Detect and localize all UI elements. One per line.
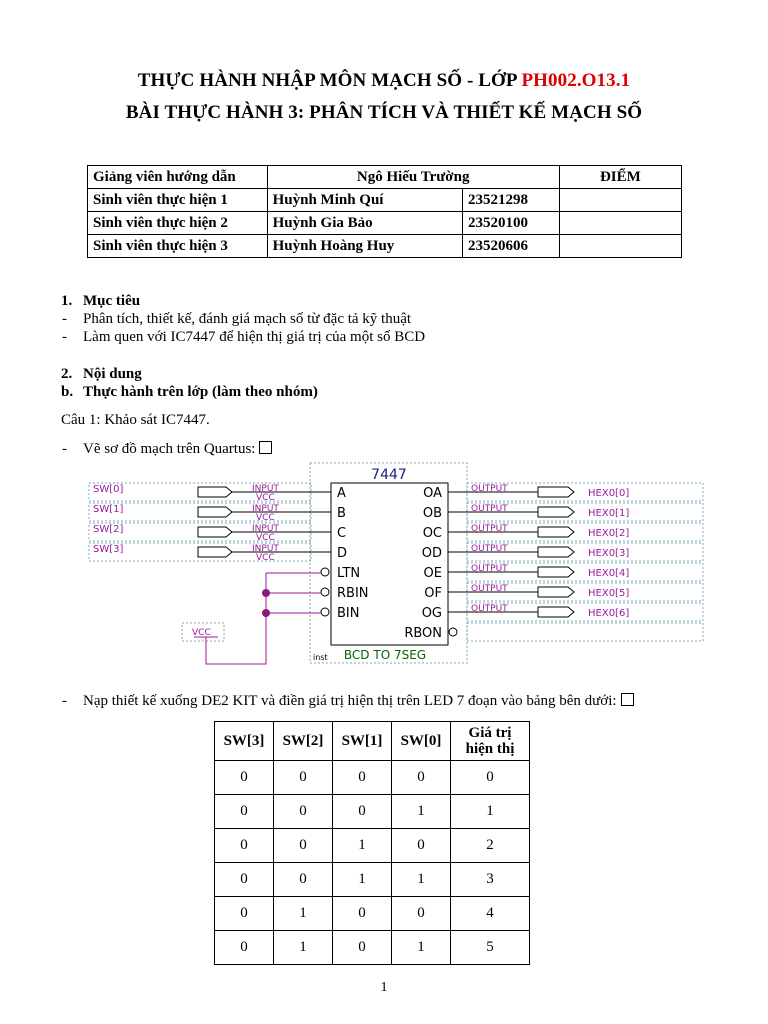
input-default-label: VCC <box>256 533 275 543</box>
section1-bullet: Làm quen với IC7447 để hiện thị giá trị của một số BCD <box>83 329 426 345</box>
output-port-shape[interactable] <box>538 587 574 597</box>
output-port-shape[interactable] <box>538 607 574 617</box>
chip-pin-label: LTN <box>337 566 361 581</box>
output-signal-name: HEX0[1] <box>588 508 630 519</box>
info-row-student <box>88 189 682 212</box>
table-cell: 0 <box>392 897 451 931</box>
vcc-symbol-label: VCC <box>192 628 211 638</box>
header-sw1: SW[1] <box>333 722 392 761</box>
input-signal-name: SW[3] <box>93 544 124 555</box>
table-cell: 1 <box>392 795 451 829</box>
document-subtitle: BÀI THỰC HÀNH 3: PHÂN TÍCH VÀ THIẾT KẾ MẠCH SỐ <box>125 102 643 123</box>
input-signal-name: SW[1] <box>93 504 124 515</box>
checkbox-icon[interactable] <box>259 441 272 454</box>
table-row <box>215 897 530 931</box>
input-port-shape[interactable] <box>198 527 232 537</box>
input-signal-name: SW[2] <box>93 524 124 535</box>
table-cell: 1 <box>392 863 451 897</box>
table-cell: 1 <box>274 897 333 931</box>
task-2 <box>83 693 634 710</box>
table-cell: 1 <box>392 931 451 965</box>
vcc-wire <box>206 573 266 664</box>
output-port-shape[interactable] <box>538 567 574 577</box>
student-label: Sinh viên thực hiện 1 <box>88 189 268 212</box>
table-row <box>215 795 530 829</box>
section2-heading: Nội dung <box>83 366 142 382</box>
header-sw0: SW[0] <box>392 722 451 761</box>
chip-name: 7447 <box>371 467 407 483</box>
input-port-shape[interactable] <box>198 547 232 557</box>
table-cell: 4 <box>451 897 530 931</box>
table-cell: 2 <box>451 829 530 863</box>
output-signal-name: HEX0[6] <box>588 608 630 619</box>
chip-pin-label: C <box>337 526 347 541</box>
score-label: ĐIỂM <box>559 166 681 189</box>
student-label: Sinh viên thực hiện 2 <box>88 212 268 235</box>
chip-pin-label: B <box>337 506 346 521</box>
output-signal-name: HEX0[0] <box>588 488 630 499</box>
table-cell: 1 <box>274 931 333 965</box>
score-cell <box>559 212 681 235</box>
section2b-heading: Thực hành trên lớp (làm theo nhóm) <box>83 384 318 400</box>
score-cell <box>559 235 681 258</box>
table-row <box>215 829 530 863</box>
table-cell: 5 <box>451 931 530 965</box>
output-type-label: OUTPUT <box>471 524 508 534</box>
checkbox-icon[interactable] <box>621 693 634 706</box>
input-port-shape[interactable] <box>198 507 232 517</box>
output-signal-name: HEX0[3] <box>588 548 630 559</box>
info-row-student <box>88 212 682 235</box>
table-cell: 0 <box>274 761 333 795</box>
input-type-label: INPUT <box>252 504 279 514</box>
output-type-label: OUTPUT <box>471 504 508 514</box>
table-cell: 0 <box>333 761 392 795</box>
junction-dot <box>262 609 270 617</box>
input-default-label: VCC <box>256 493 275 503</box>
info-row-student <box>88 235 682 258</box>
output-row-frame <box>467 623 703 641</box>
student-name: Huỳnh Hoàng Huy <box>267 235 462 258</box>
chip-pin-label: OF <box>424 586 442 601</box>
title-text: THỰC HÀNH NHẬP MÔN MẠCH SỐ - LỚP <box>137 70 522 91</box>
instructor-label: Giảng viên hướng dẫn <box>88 166 268 189</box>
table-cell: 0 <box>215 795 274 829</box>
chip-pin-label: A <box>337 486 346 501</box>
input-type-label: INPUT <box>252 524 279 534</box>
chip-pin-label: OG <box>421 606 442 621</box>
table-cell: 0 <box>333 897 392 931</box>
section2b-number: b. <box>61 384 74 400</box>
task-1-text: Vẽ sơ đồ mạch trên Quartus: <box>83 441 256 457</box>
chip-pin-label: OE <box>423 566 442 581</box>
bullet-dash: - <box>62 441 67 457</box>
table-cell: 1 <box>451 795 530 829</box>
table-cell: 1 <box>333 829 392 863</box>
table-cell: 0 <box>274 795 333 829</box>
output-port-shape[interactable] <box>538 527 574 537</box>
table-cell: 0 <box>215 931 274 965</box>
bullet-dash: - <box>62 329 67 345</box>
chip-pin-label: OA <box>423 486 442 501</box>
inversion-bubble <box>449 628 457 636</box>
output-group <box>468 484 629 619</box>
section1-bullet: Phân tích, thiết kế, đánh giá mạch số từ đặc tả kỹ thuật <box>83 311 412 327</box>
instructor-name: Ngô Hiếu Trường <box>267 166 559 189</box>
inversion-bubble <box>321 588 329 596</box>
score-cell <box>559 189 681 212</box>
table-cell: 0 <box>215 829 274 863</box>
student-id: 23521298 <box>463 189 560 212</box>
output-type-label: OUTPUT <box>471 604 508 614</box>
output-type-label: OUTPUT <box>471 484 508 494</box>
inversion-bubble <box>321 608 329 616</box>
table-cell: 0 <box>392 829 451 863</box>
output-port-shape[interactable] <box>538 507 574 517</box>
table-cell: 3 <box>451 863 530 897</box>
junction-dot <box>262 589 270 597</box>
header-line: Giá trị <box>468 725 512 741</box>
table-cell: 0 <box>392 761 451 795</box>
question-1: Câu 1: Khảo sát IC7447. <box>61 412 210 428</box>
table-cell: 0 <box>215 863 274 897</box>
page-number: 1 <box>380 980 388 995</box>
chip-pin-label: RBON <box>404 626 442 641</box>
table-row <box>215 863 530 897</box>
document-title <box>0 70 768 92</box>
input-signal-name: SW[0] <box>93 484 124 495</box>
input-port-shape[interactable] <box>198 487 232 497</box>
input-default-label: VCC <box>256 513 275 523</box>
student-name: Huỳnh Gia Bảo <box>267 212 462 235</box>
output-signal-name: HEX0[4] <box>588 568 630 579</box>
chip-pin-label: BIN <box>337 606 360 621</box>
info-row-instructor <box>88 166 682 189</box>
table-row <box>215 931 530 965</box>
circuit-diagram <box>0 455 768 670</box>
chip-description: BCD TO 7SEG <box>343 648 427 662</box>
output-signal-name: HEX0[5] <box>588 588 630 599</box>
input-default-label: VCC <box>256 553 275 563</box>
task-2-text: Nạp thiết kế xuống DE2 KIT và điền giá trị hiện thị trên LED 7 đoạn vào bảng bên dưới: <box>83 693 617 709</box>
output-type-label: OUTPUT <box>471 584 508 594</box>
student-name: Huỳnh Minh Quí <box>267 189 462 212</box>
output-type-label: OUTPUT <box>471 564 508 574</box>
table-row <box>215 761 530 795</box>
output-port-shape[interactable] <box>538 487 574 497</box>
table-cell: 0 <box>215 761 274 795</box>
chip-pin-label: OD <box>421 546 442 561</box>
table-cell: 0 <box>274 863 333 897</box>
table-cell: 1 <box>333 863 392 897</box>
table-cell: 0 <box>333 931 392 965</box>
truth-table <box>214 721 530 965</box>
truth-body <box>215 761 530 965</box>
table-cell: 0 <box>333 795 392 829</box>
chip-pin-label: OC <box>422 526 442 541</box>
section2-number: 2. <box>61 366 73 382</box>
student-id: 23520100 <box>463 212 560 235</box>
student-label: Sinh viên thực hiện 3 <box>88 235 268 258</box>
truth-header-row <box>215 722 530 761</box>
inversion-bubble <box>321 568 329 576</box>
class-code: PH002.O13.1 <box>521 70 631 91</box>
section1-heading: Mục tiêu <box>83 293 141 309</box>
header-sw3: SW[3] <box>215 722 274 761</box>
section1-number: 1. <box>61 293 73 309</box>
bullet-dash: - <box>62 693 67 709</box>
instance-label: inst <box>313 653 328 662</box>
bullet-dash: - <box>62 311 67 327</box>
input-type-label: INPUT <box>252 544 279 554</box>
table-cell: 0 <box>274 829 333 863</box>
output-signal-name: HEX0[2] <box>588 528 630 539</box>
chip-pin-label: OB <box>422 506 442 521</box>
header-line: hiện thị <box>465 741 515 757</box>
output-port-shape[interactable] <box>538 547 574 557</box>
header-sw2: SW[2] <box>274 722 333 761</box>
info-table <box>87 165 682 258</box>
header-display-value <box>451 722 530 761</box>
output-type-label: OUTPUT <box>471 544 508 554</box>
chip-pin-label: RBIN <box>337 586 369 601</box>
student-id: 23520606 <box>463 235 560 258</box>
chip-pin-label: D <box>337 546 348 561</box>
table-cell: 0 <box>451 761 530 795</box>
input-type-label: INPUT <box>252 484 279 494</box>
table-cell: 0 <box>215 897 274 931</box>
vcc-network <box>182 573 321 664</box>
